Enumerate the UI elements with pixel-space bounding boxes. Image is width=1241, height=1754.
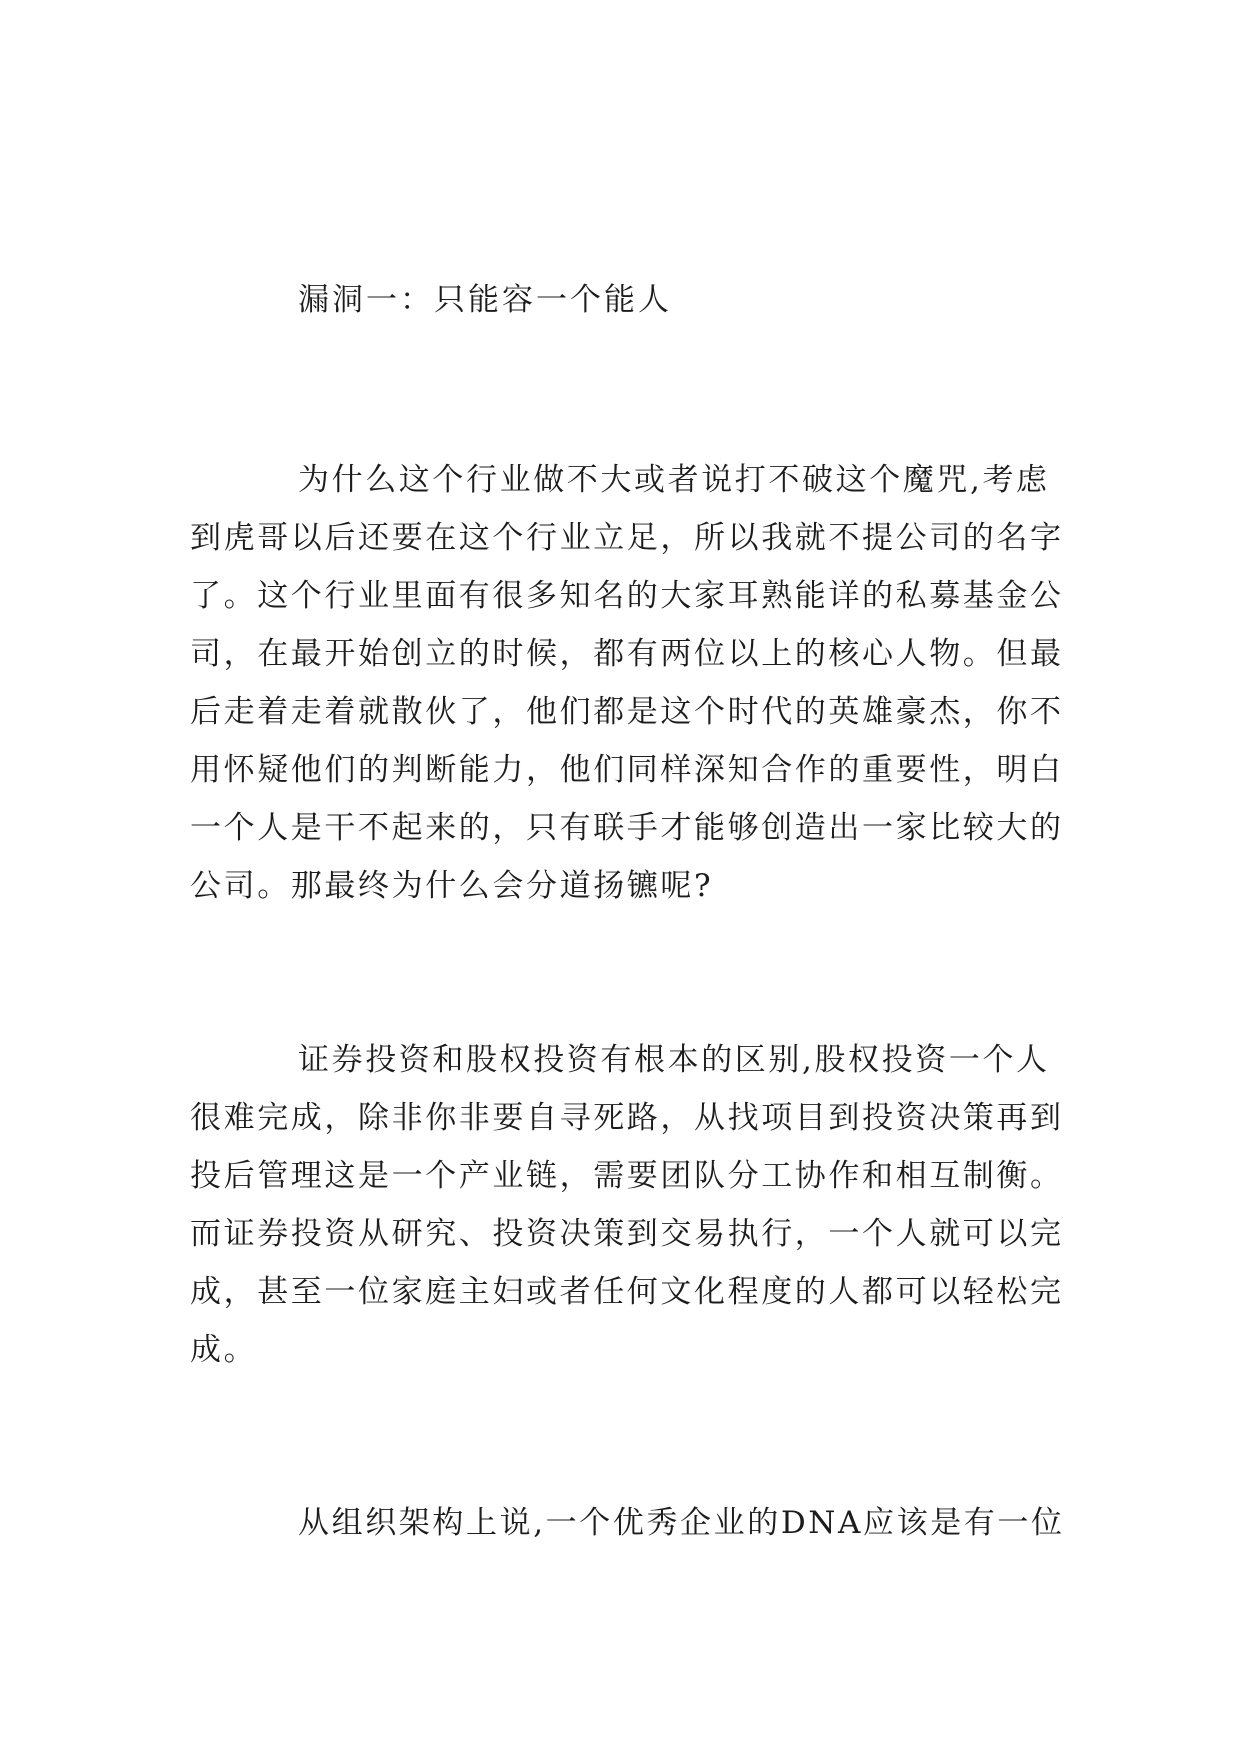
paragraph-line: 司，在最开始创立的时候，都有两位以上的核心人物。但最 — [190, 636, 1064, 672]
paragraph-line: 从组织架构上说,一个优秀企业的DNA应该是有一位 — [298, 1505, 1065, 1541]
paragraph-line: 后走着走着就散伙了，他们都是这个时代的英雄豪杰，你不 — [190, 694, 1064, 730]
paragraph-1 — [190, 451, 1070, 915]
paragraph-line: 公司。那最终为什么会分道扬镳呢? — [190, 868, 714, 904]
paragraph-line: 了。这个行业里面有很多知名的大家耳熟能详的私募基金公 — [190, 578, 1064, 614]
paragraph-line: 用怀疑他们的判断能力，他们同样深知合作的重要性，明白 — [190, 752, 1064, 788]
paragraph-line: 到虎哥以后还要在这个行业立足，所以我就不提公司的名字 — [190, 520, 1064, 556]
section-heading: 漏洞一：只能容一个能人 — [298, 282, 672, 318]
paragraph-3 — [190, 1494, 1070, 1552]
paragraph-line: 一个人是干不起来的，只有联手才能够创造出一家比较大的 — [190, 810, 1064, 846]
paragraph-line: 为什么这个行业做不大或者说打不破这个魔咒,考虑 — [298, 462, 1050, 498]
paragraph-line: 证券投资和股权投资有根本的区别,股权投资一个人 — [298, 1042, 1050, 1078]
paragraph-line: 成，甚至一位家庭主妇或者任何文化程度的人都可以轻松完 — [190, 1274, 1064, 1310]
paragraph-line: 投后管理这是一个产业链，需要团队分工协作和相互制衡。 — [190, 1158, 1064, 1194]
paragraph-line: 而证券投资从研究、投资决策到交易执行，一个人就可以完 — [190, 1216, 1064, 1252]
paragraph-line: 很难完成，除非你非要自寻死路，从找项目到投资决策再到 — [190, 1100, 1064, 1136]
paragraph-line: 成。 — [190, 1332, 258, 1368]
paragraph-2 — [190, 1031, 1070, 1379]
